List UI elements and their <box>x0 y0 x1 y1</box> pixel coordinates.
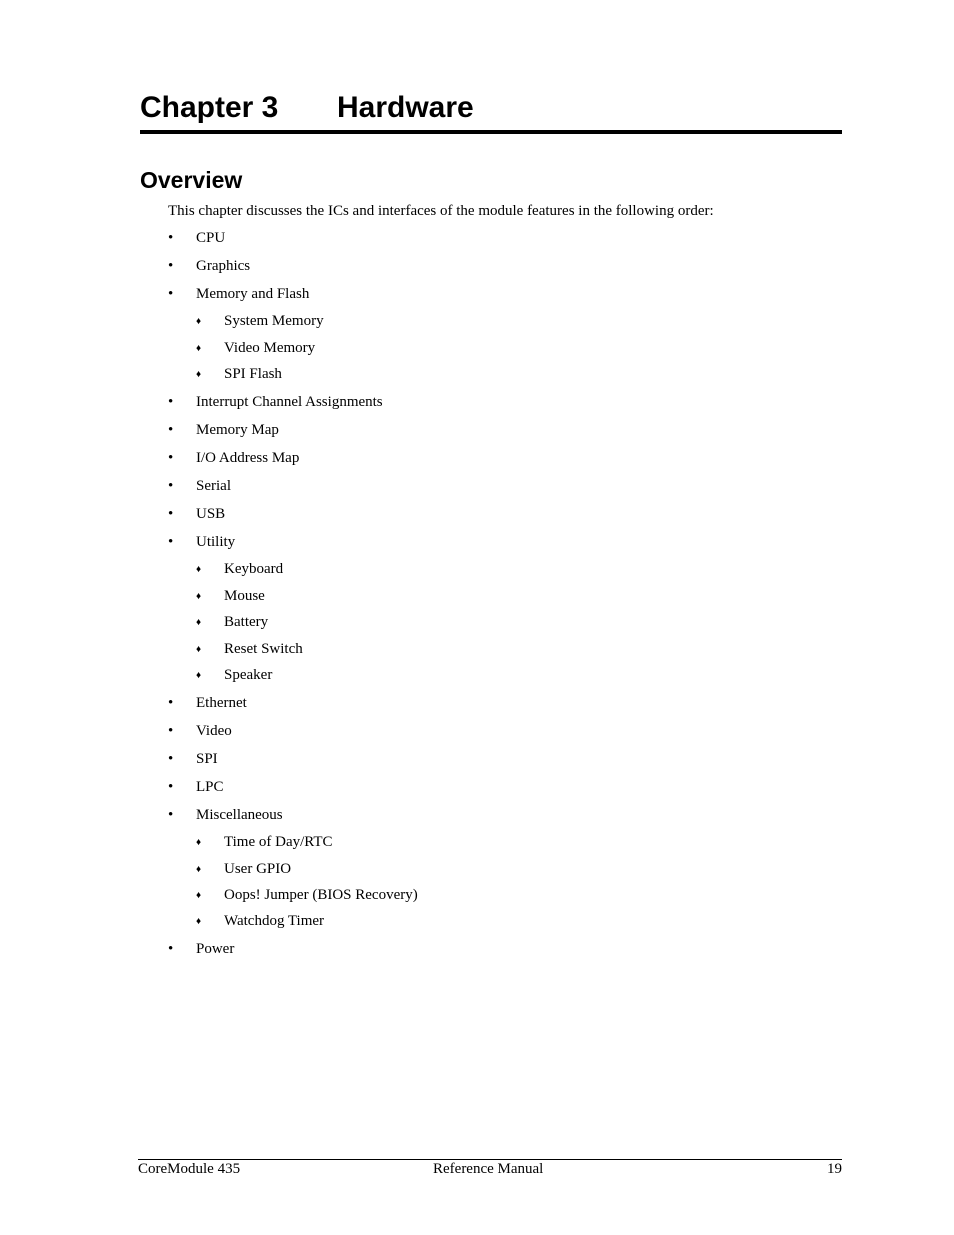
sub-list-item-label: Oops! Jumper (BIOS Recovery) <box>224 887 418 903</box>
list-item-label: Utility <box>196 534 236 550</box>
sub-list-item-label: Mouse <box>224 588 265 604</box>
sub-list-item-label: SPI Flash <box>224 366 282 382</box>
list-item-label: SPI <box>196 751 218 767</box>
diamond-bullet-icon: ♦ <box>196 591 202 602</box>
list-item-label: I/O Address Map <box>196 450 300 466</box>
diamond-bullet-icon: ♦ <box>196 890 202 901</box>
page-number: 19 <box>827 1161 842 1177</box>
list-item-label: Power <box>196 941 235 957</box>
list-item-label: USB <box>196 506 226 522</box>
bullet-icon: • <box>168 751 174 767</box>
diamond-bullet-icon: ♦ <box>196 564 202 575</box>
diamond-bullet-icon: ♦ <box>196 670 202 681</box>
diamond-bullet-icon: ♦ <box>196 864 202 875</box>
bullet-icon: • <box>168 506 174 522</box>
chapter-title: Hardware <box>337 91 474 124</box>
footer-product: CoreModule 435 <box>138 1161 241 1177</box>
footer-document: Reference Manual <box>433 1161 544 1177</box>
bullet-icon: • <box>168 422 174 438</box>
list-item-label: CPU <box>196 230 226 246</box>
sub-list-item-label: Time of Day/RTC <box>224 834 333 850</box>
bullet-icon: • <box>168 807 174 823</box>
bullet-icon: • <box>168 534 174 550</box>
sub-list-item-label: Speaker <box>224 667 273 683</box>
sub-list-item-label: User GPIO <box>224 861 292 877</box>
list-item-label: Memory Map <box>196 422 279 438</box>
diamond-bullet-icon: ♦ <box>196 617 202 628</box>
sub-list-item-label: Reset Switch <box>224 641 303 657</box>
sub-list-item-label: Watchdog Timer <box>224 913 325 929</box>
bullet-icon: • <box>168 779 174 795</box>
diamond-bullet-icon: ♦ <box>196 343 202 354</box>
page-footer <box>138 1159 842 1182</box>
list-item-label: Memory and Flash <box>196 286 310 302</box>
list-item-label: Serial <box>196 478 231 494</box>
bullet-icon: • <box>168 230 174 246</box>
bullet-icon: • <box>168 723 174 739</box>
bullet-icon: • <box>168 286 174 302</box>
list-item-label: Video <box>196 723 232 739</box>
list-item-label: LPC <box>196 779 224 795</box>
chapter-heading <box>140 86 842 134</box>
diamond-bullet-icon: ♦ <box>196 837 202 848</box>
sub-list-item-label: Video Memory <box>224 340 316 356</box>
list-item-label: Miscellaneous <box>196 807 283 823</box>
bullet-icon: • <box>168 478 174 494</box>
section-title: Overview <box>140 167 243 193</box>
bullet-icon: • <box>168 258 174 274</box>
sub-list-item-label: Keyboard <box>224 561 284 577</box>
list-item-label: Ethernet <box>196 695 247 711</box>
bullet-icon: • <box>168 695 174 711</box>
bullet-icon: • <box>168 394 174 410</box>
diamond-bullet-icon: ♦ <box>196 644 202 655</box>
chapter-number: Chapter 3 <box>140 91 279 124</box>
bullet-icon: • <box>168 941 174 957</box>
sub-list-item-label: System Memory <box>224 313 324 329</box>
bullet-icon: • <box>168 450 174 466</box>
diamond-bullet-icon: ♦ <box>196 316 202 327</box>
diamond-bullet-icon: ♦ <box>196 916 202 927</box>
sub-list-item-label: Battery <box>224 614 269 630</box>
list-item-label: Interrupt Channel Assignments <box>196 394 383 410</box>
section-intro: This chapter discusses the ICs and interfaces of the module features in the following order: <box>168 203 714 219</box>
list-item-label: Graphics <box>196 258 251 274</box>
diamond-bullet-icon: ♦ <box>196 369 202 380</box>
